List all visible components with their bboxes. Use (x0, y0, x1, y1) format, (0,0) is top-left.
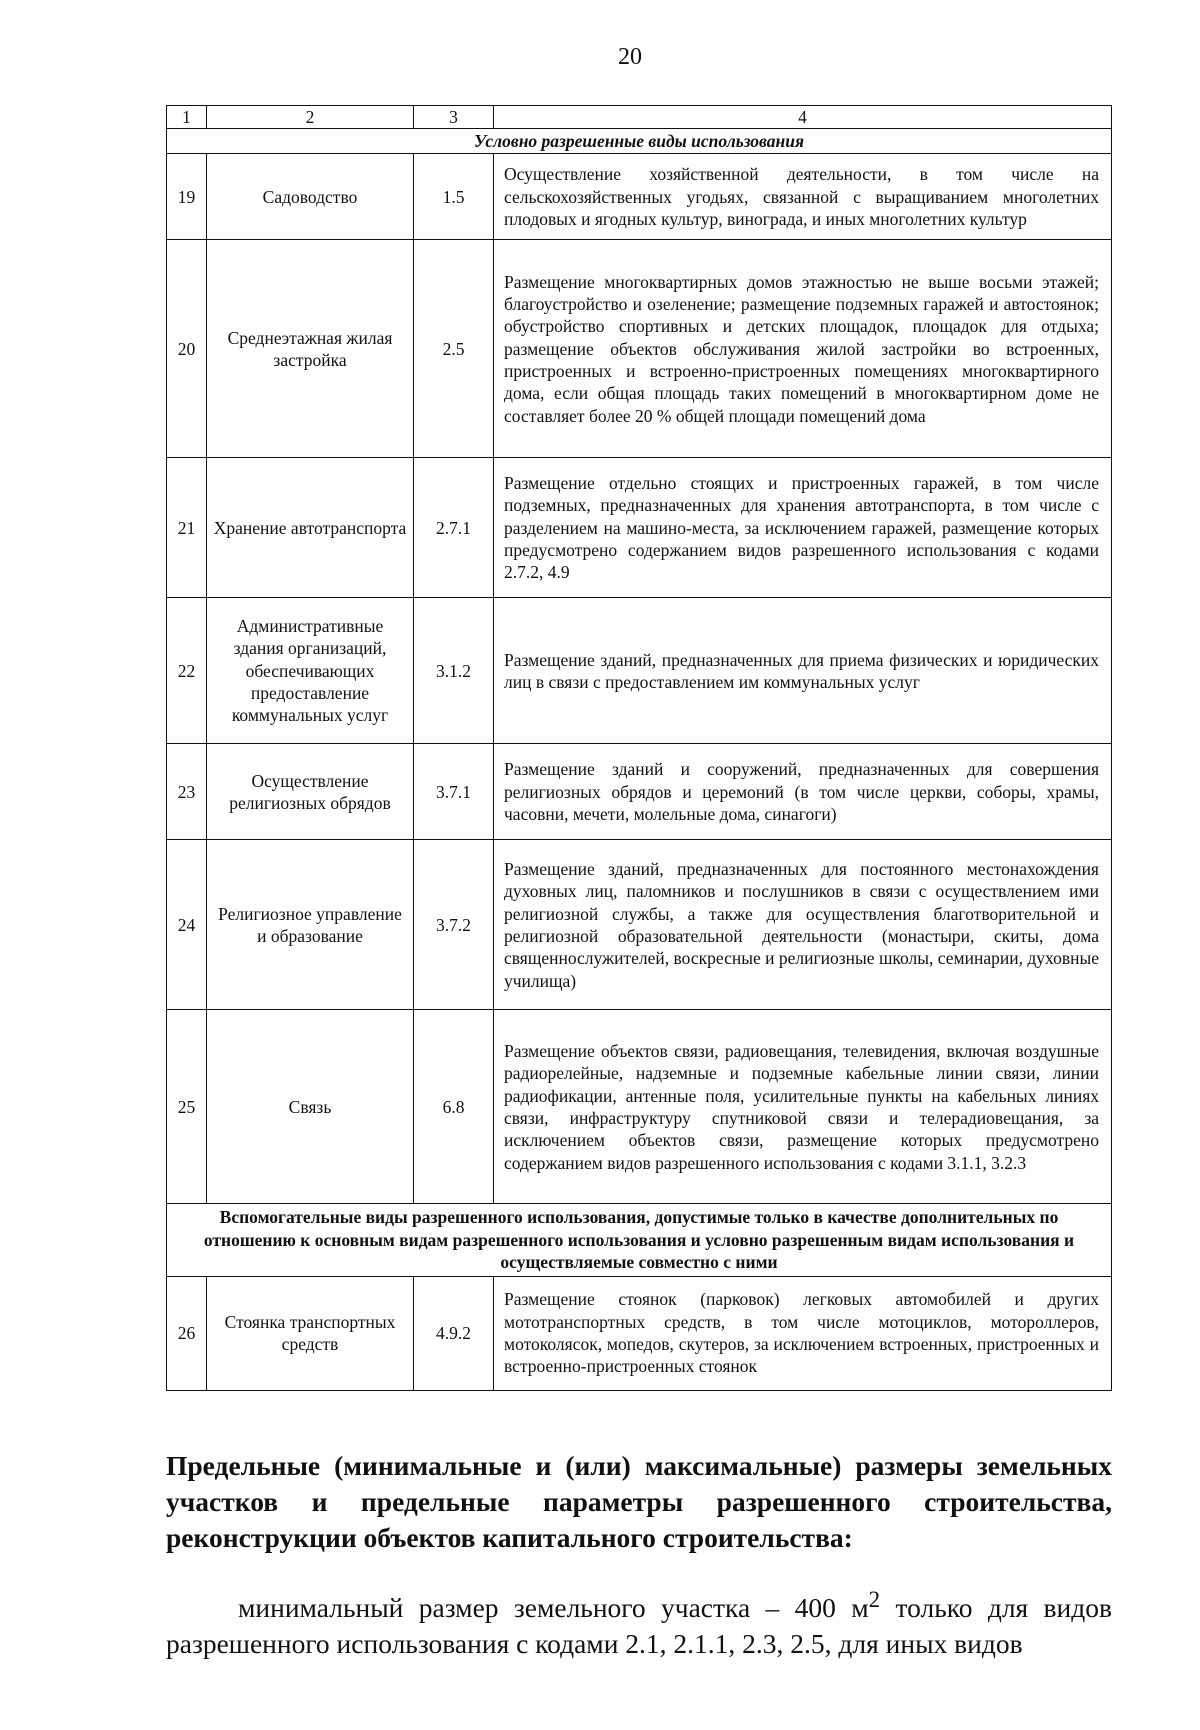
column-header-2: 2 (207, 106, 414, 129)
use-type-code: 2.5 (414, 240, 494, 458)
land-use-table (166, 105, 1112, 1391)
section-row-auxiliary (167, 1204, 1112, 1276)
page-number: 20 (618, 44, 642, 70)
use-type-description: Размещение зданий и сооружений, предназначенных для совершения религиозных обрядов и церемоний (в том числе церкви, соборы, храмы, часовни, мечети, молельные дома, синагоги) (494, 744, 1112, 840)
body-paragraph (166, 1585, 1112, 1662)
column-header-3: 3 (414, 106, 494, 129)
table-row (167, 598, 1112, 744)
use-type-description: Размещение зданий, предназначенных для приема физических и юридических лиц в связи с предоставлением им коммунальных услуг (494, 598, 1112, 744)
use-type-code: 2.7.1 (414, 458, 494, 598)
section-heading: Предельные (минимальные и (или) максимальные) размеры земельных участков и предельные параметры разрешенного строительства, реконструкции объектов капитального строительства: (166, 1450, 1112, 1553)
table-row (167, 1010, 1112, 1204)
row-number: 26 (167, 1276, 207, 1390)
use-type-code: 4.9.2 (414, 1276, 494, 1390)
use-type-name: Административные здания организаций, обеспечивающих предоставление коммунальных услуг (207, 598, 414, 744)
row-number: 25 (167, 1010, 207, 1204)
use-type-name: Религиозное управление и образование (207, 840, 414, 1010)
use-type-description: Размещение зданий, предназначенных для постоянного местонахождения духовных лиц, паломников и послушников в связи с осуществлением ими религиозной службы, а также для осуществления благотворительной и религиозной образовательной деятельности (монастыри, скиты, дома священнослужителей, воскресные и религиозные школы, семинарии, духовные училища) (494, 840, 1112, 1010)
table-row (167, 840, 1112, 1010)
use-type-name: Осуществление религиозных обрядов (207, 744, 414, 840)
table-row (167, 1276, 1112, 1390)
row-number: 21 (167, 458, 207, 598)
section-row-conditional (167, 129, 1112, 154)
column-header-row (167, 106, 1112, 129)
use-type-code: 3.1.2 (414, 598, 494, 744)
row-number: 20 (167, 240, 207, 458)
column-header-1: 1 (167, 106, 207, 129)
section-title-conditional: Условно разрешенные виды использования (167, 129, 1112, 154)
use-type-description: Осуществление хозяйственной деятельности, в том числе на сельскохозяйственных угодьях, связанной с выращиванием многолетних плодовых и ягодных культур, винограда, и иных многолетних культур (494, 154, 1112, 240)
use-type-code: 6.8 (414, 1010, 494, 1204)
table-row (167, 240, 1112, 458)
paragraph-text-end: только для видов разрешенного использования с кодами 2.1, 2.1.1, 2.3, 2.5, для иных видов (166, 1592, 1112, 1659)
table-row (167, 458, 1112, 598)
row-number: 19 (167, 154, 207, 240)
use-type-name: Садоводство (207, 154, 414, 240)
unit-superscript: 2 (868, 1587, 881, 1612)
row-number: 23 (167, 744, 207, 840)
row-number: 22 (167, 598, 207, 744)
column-header-4: 4 (494, 106, 1112, 129)
use-type-name: Среднеэтажная жилая застройка (207, 240, 414, 458)
use-type-description: Размещение объектов связи, радиовещания, телевидения, включая воздушные радиорелейные, надземные и подземные кабельные линии связи, линии радиофикации, антенные поля, усилительные пункты на кабельных линиях связи, инфраструктуру спутниковой связи и телерадиовещания, за исключением объектов связи, размещение которых предусмотрено содержанием видов разрешенного использования с кодами 3.1.1, 3.2.3 (494, 1010, 1112, 1204)
use-type-description: Размещение многоквартирных домов этажностью не выше восьми этажей; благоустройство и озеленение; размещение подземных гаражей и автостоянок; обустройство спортивных и детских площадок, площадок для отдыха; размещение объектов обслуживания жилой застройки во встроенных, пристроенных и встроенно-пристроенных помещениях многоквартирного дома, если общая площадь таких помещений в многоквартирном доме не составляет более 20 % общей площади помещений дома (494, 240, 1112, 458)
use-type-code: 1.5 (414, 154, 494, 240)
use-type-name: Стоянка транспортных средств (207, 1276, 414, 1390)
use-type-name: Хранение автотранспорта (207, 458, 414, 598)
section-title-auxiliary: Вспомогательные виды разрешенного использования, допустимые только в качестве дополнительных по отношению к основным видам разрешенного использования и условно разрешенным видам использования и осуществляемые совместно с ними (167, 1204, 1112, 1276)
use-type-name: Связь (207, 1010, 414, 1204)
use-type-code: 3.7.1 (414, 744, 494, 840)
table-row (167, 744, 1112, 840)
row-number: 24 (167, 840, 207, 1010)
paragraph-text-start: минимальный размер земельного участка – 400 м (238, 1592, 869, 1624)
use-type-code: 3.7.2 (414, 840, 494, 1010)
use-type-description: Размещение стоянок (парковок) легковых автомобилей и других мототранспортных средств, в том числе мотоциклов, мотороллеров, мотоколясок, мопедов, скутеров, за исключением встроенных, пристроенных и встроенно-пристроенных стоянок (494, 1276, 1112, 1390)
use-type-description: Размещение отдельно стоящих и пристроенных гаражей, в том числе подземных, предназначенных для хранения автотранспорта, в том числе с разделением на машино-места, за исключением гаражей, размещение которых предусмотрено содержанием видов разрешенного использования с кодами 2.7.2, 4.9 (494, 458, 1112, 598)
table-row (167, 154, 1112, 240)
